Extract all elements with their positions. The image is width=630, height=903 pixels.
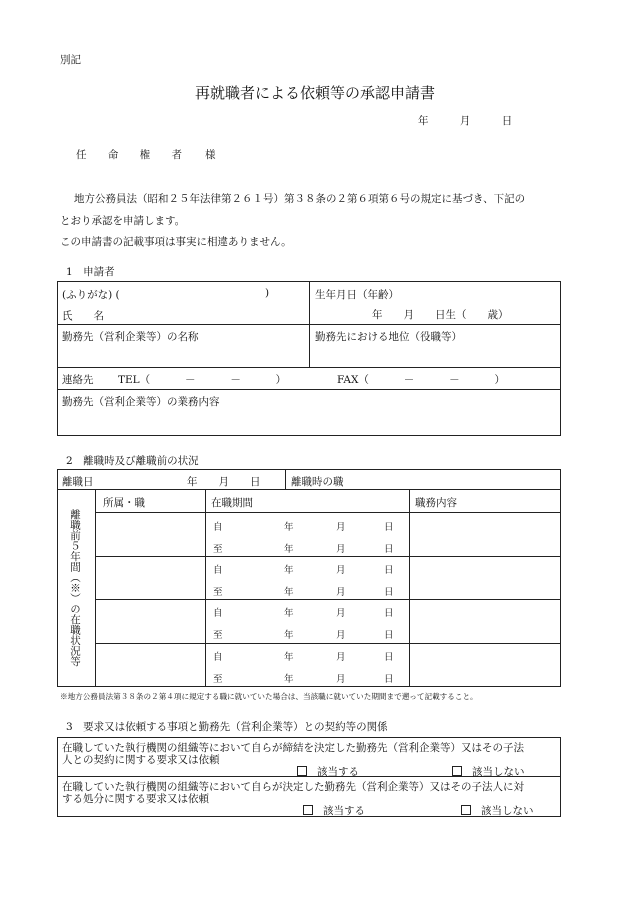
period-month: 月 — [336, 630, 346, 641]
retirement-date-value: 年 月 日 — [187, 476, 261, 488]
period-day: 日 — [384, 652, 394, 663]
retirement-date-label: 離職日 — [62, 476, 94, 488]
period-year: 年 — [284, 630, 294, 641]
period-year: 年 — [284, 652, 294, 663]
business-content-label: 勤務先（営利企業等）の業務内容 — [62, 396, 220, 408]
period-month: 月 — [336, 674, 346, 685]
period-from: 自 — [213, 652, 223, 663]
divider — [95, 512, 561, 513]
not-applicable-label: 該当しない — [481, 805, 534, 817]
col-period: 在職期間 — [211, 497, 253, 509]
body-text-line-2: とおり承認を申請します。 — [60, 215, 186, 227]
period-day: 日 — [384, 565, 394, 576]
period-month: 月 — [336, 652, 346, 663]
body-text-line-1: 地方公務員法（昭和２５年法律第２６１号）第３８条の２第６項第６号の規定に基づき、下記の — [74, 193, 526, 205]
section-3-heading: 3 要求又は依頼する事項と勤務先（営利企業等）との契約等の関係 — [66, 721, 388, 733]
request-item-2-line-2: する処分に関する要求又は依頼 — [62, 793, 209, 805]
request-item-2-line-1: 在職していた執行機関の組織等において自らが決定した勤務先（営利企業等）又はその子法人に対 — [62, 781, 524, 793]
applicable-label: 該当する — [323, 805, 365, 817]
addressee-title: 任 命 権 者 — [76, 149, 192, 161]
item-2-applicable-option[interactable] — [303, 803, 365, 818]
period-to: 至 — [213, 544, 223, 555]
period-day: 日 — [384, 674, 394, 685]
form-title: 再就職者による依頼等の承認申請書 — [194, 84, 435, 102]
divider — [57, 489, 561, 490]
checkbox-icon[interactable] — [297, 766, 307, 776]
period-to: 至 — [213, 674, 223, 685]
period-day: 日 — [384, 608, 394, 619]
divider — [95, 599, 561, 600]
period-year: 年 — [284, 544, 294, 555]
furigana-close: ) — [265, 287, 270, 299]
period-day: 日 — [384, 630, 394, 641]
checkbox-icon[interactable] — [303, 805, 313, 815]
appendix-label: 別記 — [60, 54, 81, 66]
employer-position-label: 勤務先における地位（役職等） — [315, 331, 462, 343]
checkbox-icon[interactable] — [452, 766, 462, 776]
request-item-1-line-1: 在職していた執行機関の組織等において自らが締結を決定した勤務先（営利企業等）又はその子法 — [62, 742, 524, 754]
checkbox-icon[interactable] — [461, 805, 471, 815]
divider — [309, 281, 310, 367]
period-month: 月 — [336, 587, 346, 598]
divider — [57, 367, 561, 368]
footnote: ※地方公務員法第３８条の２第４項に規定する職に就いていた場合は、当該職に就いていた期間まで遡って記載すること。 — [60, 692, 478, 701]
period-month: 月 — [336, 522, 346, 533]
divider — [95, 556, 561, 557]
period-from: 自 — [213, 608, 223, 619]
request-item-1-line-2: 人との契約に関する要求又は依頼 — [62, 754, 220, 766]
name-label: 氏 名 — [62, 310, 104, 322]
body-text-line-3: この申請書の記載事項は事実に相違ありません。 — [60, 236, 292, 248]
date-day: 日 — [501, 115, 513, 127]
item-1-not-applicable-option[interactable] — [452, 764, 525, 779]
addressee — [76, 147, 225, 162]
furigana-label: (ふりがな) ( — [62, 289, 120, 301]
divider — [409, 489, 410, 687]
section-2-heading: 2 離職時及び離職前の状況 — [66, 455, 199, 467]
col-duties: 職務内容 — [415, 497, 457, 509]
retirement-post-label: 離職時の職 — [291, 476, 344, 488]
divider — [95, 643, 561, 644]
item-1-applicable-option[interactable] — [297, 764, 359, 779]
item-2-not-applicable-option[interactable] — [461, 803, 534, 818]
period-year: 年 — [284, 674, 294, 685]
divider — [57, 389, 561, 390]
date-month: 月 — [459, 115, 471, 127]
period-year: 年 — [284, 522, 294, 533]
addressee-honorific: 様 — [205, 149, 225, 161]
period-year: 年 — [284, 565, 294, 576]
divider — [205, 489, 206, 687]
section-1-heading: 1 申請者 — [66, 266, 115, 278]
divider — [95, 489, 96, 687]
period-from: 自 — [213, 565, 223, 576]
tel-field: TEL（ － － ） — [118, 374, 287, 386]
birthdate-label: 生年月日（年齢） — [315, 289, 399, 301]
birthdate-value: 年 月 日生（ 歳） — [372, 309, 509, 321]
employer-name-label: 勤務先（営利企業等）の名称 — [62, 331, 199, 343]
period-month: 月 — [336, 565, 346, 576]
period-day: 日 — [384, 522, 394, 533]
col-affiliation: 所属・職 — [103, 497, 145, 509]
career-vertical-label: 離職前５年間（※）の在職状況等 — [69, 509, 81, 667]
contact-label: 連絡先 — [62, 374, 94, 386]
period-day: 日 — [384, 587, 394, 598]
period-day: 日 — [384, 544, 394, 555]
not-applicable-label: 該当しない — [472, 766, 525, 778]
period-year: 年 — [284, 608, 294, 619]
period-to: 至 — [213, 630, 223, 641]
divider — [285, 469, 286, 489]
period-month: 月 — [336, 608, 346, 619]
application-date — [418, 113, 512, 128]
period-month: 月 — [336, 544, 346, 555]
applicable-label: 該当する — [317, 766, 359, 778]
period-from: 自 — [213, 522, 223, 533]
period-year: 年 — [284, 587, 294, 598]
period-to: 至 — [213, 587, 223, 598]
fax-field: FAX（ － － ） — [337, 374, 505, 386]
date-year: 年 — [418, 115, 429, 127]
